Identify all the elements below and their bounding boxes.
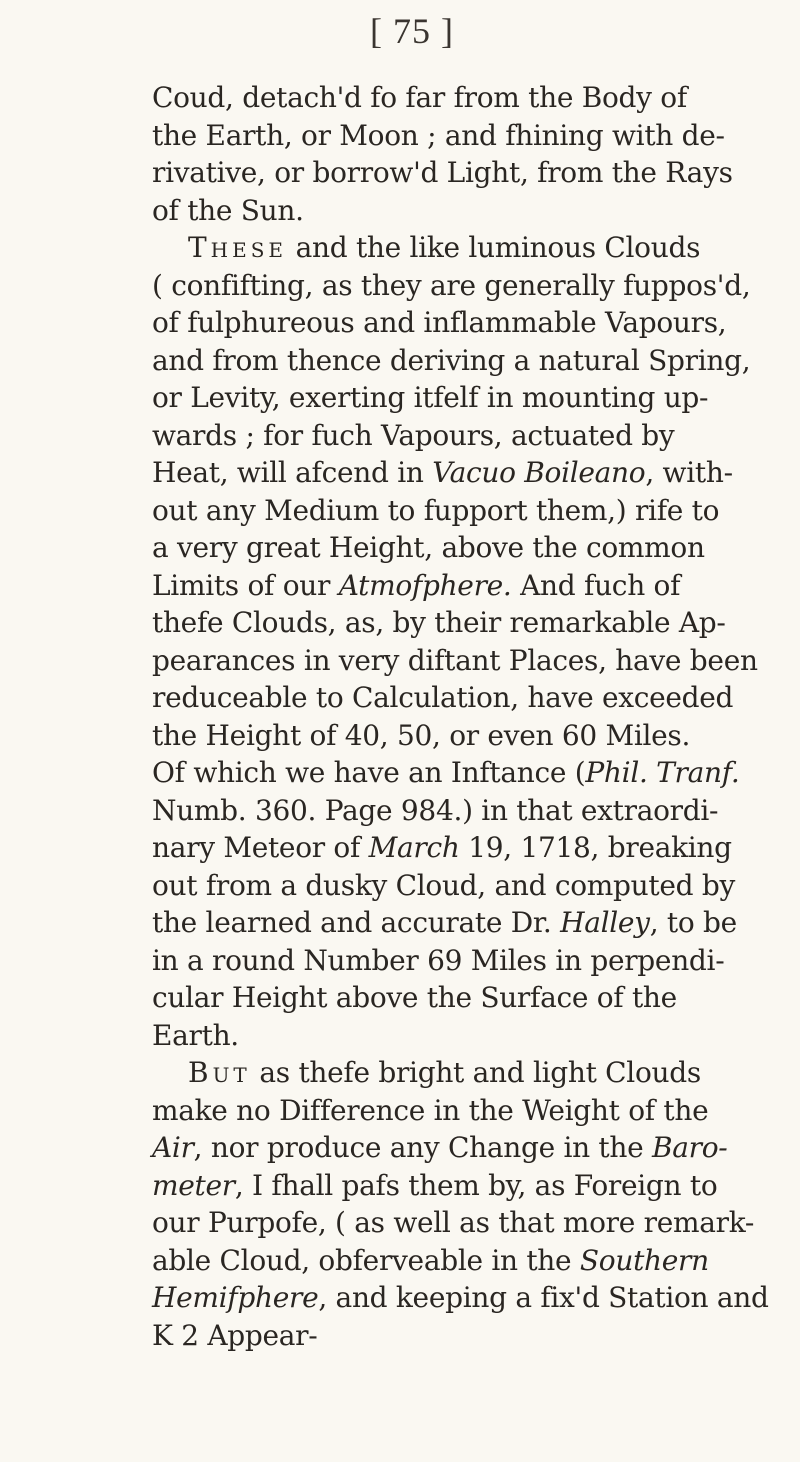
text-line bbox=[152, 754, 792, 792]
text-run: and the like luminous Clouds bbox=[287, 231, 701, 264]
text-run: make no Difference in the Weight of the bbox=[152, 1093, 709, 1127]
text-line bbox=[152, 604, 792, 642]
page-number: [ 75 ] bbox=[370, 11, 454, 51]
text-line bbox=[152, 1017, 792, 1055]
text-line bbox=[152, 192, 792, 230]
text-line bbox=[152, 1204, 792, 1242]
text-line bbox=[152, 154, 792, 192]
text-line bbox=[152, 379, 792, 417]
italic-text: March bbox=[368, 831, 460, 864]
text-line bbox=[152, 679, 792, 717]
text-line bbox=[152, 342, 792, 380]
text-run: , and keeping a fix'd Station and bbox=[318, 1281, 769, 1314]
text-line bbox=[152, 642, 792, 680]
text-run: , I fhall pafs them by, as Foreign to bbox=[234, 1168, 718, 1202]
text-run: K 2 Appear- bbox=[152, 1318, 318, 1352]
text-run: cular Height above the Surface of the bbox=[152, 981, 677, 1014]
text-line bbox=[152, 304, 792, 342]
text-line bbox=[152, 117, 792, 155]
text-line bbox=[152, 979, 792, 1017]
italic-text: Phil. Tranf. bbox=[585, 756, 740, 789]
text-line bbox=[152, 492, 792, 530]
text-run: ( confifting, as they are generally fuppos'd, bbox=[152, 268, 751, 302]
text-run: able Cloud, obferveable in the bbox=[152, 1243, 580, 1277]
italic-text: Southern bbox=[579, 1243, 709, 1277]
text-line bbox=[152, 1317, 792, 1355]
italic-text: meter bbox=[152, 1168, 235, 1202]
text-run: wards ; for fuch Vapours, actuated by bbox=[152, 418, 675, 452]
text-run: the Earth, or Moon ; and fhining with de- bbox=[152, 118, 725, 152]
text-line bbox=[152, 529, 792, 567]
body-text bbox=[152, 79, 792, 1354]
text-line bbox=[152, 1279, 792, 1317]
text-run: , to be bbox=[649, 906, 737, 939]
text-run: thefe Clouds, as, by their remarkable Ap- bbox=[152, 606, 726, 639]
text-run: rivative, or borrow'd Light, from the Rays bbox=[152, 156, 733, 189]
italic-text: Halley bbox=[560, 906, 650, 939]
text-run: in a round Number 69 Miles in perpendi- bbox=[152, 943, 725, 977]
text-run: Coud, detach'd fo far from the Body of bbox=[152, 81, 687, 114]
text-run: Earth. bbox=[152, 1018, 239, 1052]
text-run: of fulphureous and inflammable Vapours, bbox=[152, 306, 727, 339]
text-line bbox=[152, 1054, 792, 1092]
text-run: , nor produce any Change in the bbox=[193, 1131, 652, 1164]
text-run: the learned and accurate Dr. bbox=[152, 906, 561, 939]
text-run: Numb. 360. Page 984.) in that extraordi- bbox=[152, 793, 719, 827]
text-line bbox=[152, 454, 792, 492]
text-line bbox=[152, 867, 792, 905]
text-line bbox=[152, 267, 792, 305]
text-run: of the Sun. bbox=[152, 193, 304, 227]
text-line bbox=[152, 417, 792, 455]
text-run: , with- bbox=[645, 456, 733, 489]
text-run: And fuch of bbox=[511, 568, 681, 602]
small-caps-text: But bbox=[188, 1056, 251, 1089]
text-line bbox=[152, 567, 792, 605]
text-run: out from a dusky Cloud, and computed by bbox=[152, 868, 735, 902]
italic-text: Hemifphere bbox=[152, 1281, 319, 1314]
text-run: 19, 1718, breaking bbox=[459, 831, 732, 864]
italic-text: Baro- bbox=[652, 1131, 728, 1164]
text-line bbox=[152, 1092, 792, 1130]
text-line bbox=[152, 1167, 792, 1205]
text-run: and from thence deriving a natural Spring, bbox=[152, 343, 751, 377]
text-run: nary Meteor of bbox=[152, 831, 369, 864]
text-line bbox=[152, 904, 792, 942]
text-run: Limits of our bbox=[152, 568, 339, 602]
text-run: Heat, will afcend in bbox=[152, 456, 433, 489]
italic-text: Air bbox=[152, 1131, 194, 1164]
text-line bbox=[152, 229, 792, 267]
text-run: out any Medium to fupport them,) rife to bbox=[152, 493, 720, 527]
text-run: the Height of 40, 50, or even 60 Miles. bbox=[152, 718, 691, 752]
text-line bbox=[152, 829, 792, 867]
text-run: a very great Height, above the common bbox=[152, 531, 705, 564]
text-run: reduceable to Calculation, have exceeded bbox=[152, 681, 734, 714]
text-run: our Purpofe, ( as well as that more remark- bbox=[152, 1206, 755, 1239]
text-line bbox=[152, 942, 792, 980]
italic-text: Atmofphere. bbox=[338, 568, 512, 602]
italic-text: Vacuo Boileano bbox=[432, 456, 646, 489]
text-run: Of which we have an Inftance ( bbox=[152, 756, 586, 789]
text-line bbox=[152, 792, 792, 830]
small-caps-text: These bbox=[188, 231, 288, 264]
text-run: or Levity, exerting itfelf in mounting up- bbox=[152, 381, 709, 414]
text-line bbox=[152, 717, 792, 755]
text-line bbox=[152, 1129, 792, 1167]
text-run: pearances in very diftant Places, have been bbox=[152, 643, 758, 677]
text-run: as thefe bright and light Clouds bbox=[250, 1056, 701, 1089]
text-line bbox=[152, 1242, 792, 1280]
text-line bbox=[152, 79, 792, 117]
